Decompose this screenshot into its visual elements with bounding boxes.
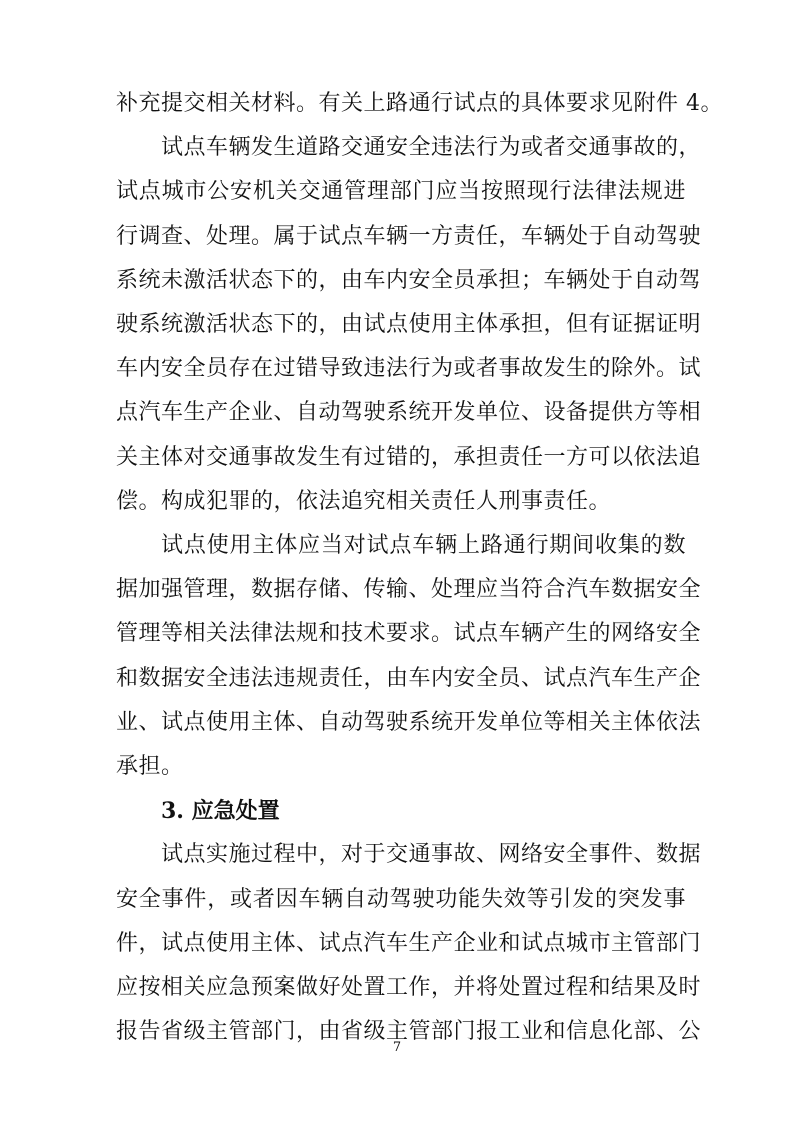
paragraph-line: 管理等相关法律法规和技术要求。试点车辆产生的网络安全 [116, 621, 702, 647]
paragraph-line: 驶系统激活状态下的，由试点使用主体承担，但有证据证明 [116, 312, 702, 337]
paragraph-line: 试点实施过程中，对于交通事故、网络安全事件、数据 [161, 842, 702, 868]
paragraph-line: 业、试点使用主体、自动驾驶系统开发单位等相关主体依法 [116, 709, 702, 735]
paragraph-line: 安全事件，或者因车辆自动驾驶功能失效等引发的突发事 [116, 886, 686, 912]
paragraph-line: 和数据安全违法违规责任，由车内安全员、试点汽车生产企 [116, 665, 702, 691]
paragraph-line: 据加强管理，数据存储、传输、处理应当符合汽车数据安全 [116, 577, 702, 603]
paragraph-line: 件，试点使用主体、试点汽车生产企业和试点城市主管部门 [116, 930, 702, 956]
paragraph-line: 补充提交相关材料。有关上路通行试点的具体要求见附件 4。 [116, 91, 723, 116]
paragraph-line: 点汽车生产企业、自动驾驶系统开发单位、设备提供方等相 [116, 400, 702, 426]
page-number: 7 [392, 1040, 402, 1055]
paragraph-line: 关主体对交通事故发生有过错的，承担责任一方可以依法追 [116, 444, 702, 470]
paragraph-line: 行调查、处理。属于试点车辆一方责任，车辆处于自动驾驶 [116, 223, 702, 249]
paragraph-line: 应按相关应急预案做好处置工作，并将处置过程和结果及时 [116, 975, 702, 1000]
section-heading: 3. 应急处置 [161, 798, 280, 825]
paragraph-line: 承担。 [116, 754, 184, 779]
paragraph-line: 车内安全员存在过错导致违法行为或者事故发生的除外。试 [116, 356, 702, 382]
paragraph-line: 报告省级主管部门，由省级主管部门报工业和信息化部、公 [116, 1019, 702, 1045]
paragraph-line: 系统未激活状态下的，由车内安全员承担；车辆处于自动驾 [116, 267, 702, 293]
paragraph-line: 偿。构成犯罪的，依法追究相关责任人刑事责任。 [116, 488, 612, 514]
paragraph-line: 试点城市公安机关交通管理部门应当按照现行法律法规进 [116, 179, 686, 205]
paragraph-line: 试点车辆发生道路交通安全违法行为或者交通事故的， [161, 135, 702, 161]
paragraph-line: 试点使用主体应当对试点车辆上路通行期间收集的数 [161, 533, 686, 558]
